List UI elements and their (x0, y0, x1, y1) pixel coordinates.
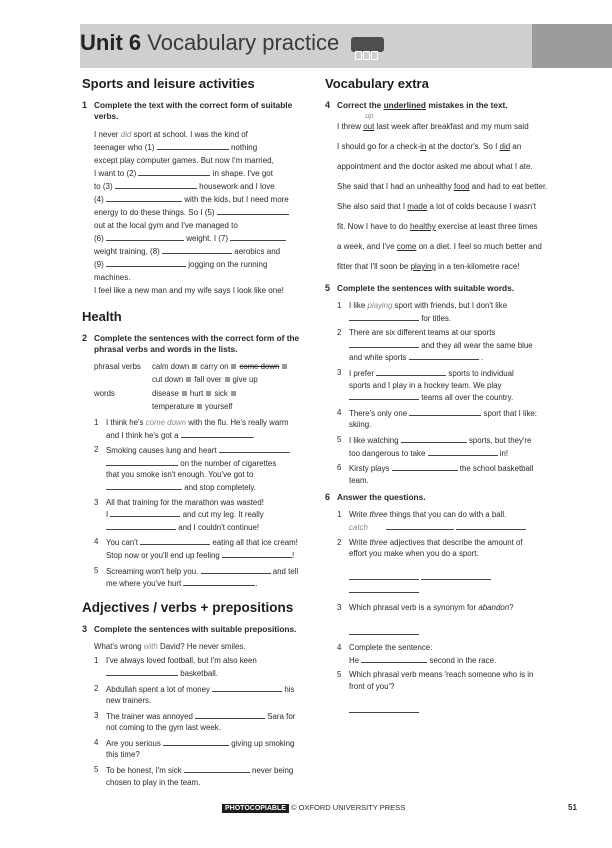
exercise-item: 5 I like watching sports, but they're too dangerous to take in! (337, 434, 532, 458)
exercise-item: 4 Complete the sentence: He second in the race. (337, 643, 497, 665)
photocopiable-label: PHOTOCOPIABLE (222, 804, 289, 813)
answer-blank[interactable] (409, 351, 479, 360)
answer-blank[interactable] (349, 391, 419, 400)
page-number: 51 (568, 803, 577, 812)
exercise-1-text: I never did sport at school. I was the kind of teenager who (1) nothing except play computer games. But now I'm married, I want to (2) in shape. I've got to (3) housework and I love (4) with the kids, but I need more energy to do these things. So I (5) out at the local gym and I've managed to (6) weight. I (7) weight training, (8) aerobics and (9) jogging on the running machines. I feel like a new man and my wife says I look like one! (94, 130, 289, 295)
used-example-word: come down (239, 362, 280, 371)
exercise-4-instruction: 4 Correct the underlined mistakes in the text. (325, 100, 508, 110)
underlined-mistake[interactable]: playing (410, 262, 436, 271)
left-column (82, 76, 306, 791)
section-heading-sports: Sports and leisure activities (82, 76, 255, 91)
publisher-credit: © OXFORD UNIVERSITY PRESS (291, 803, 406, 812)
answer-blank[interactable] (201, 565, 271, 574)
exercise-2-instruction: 2 Complete the sentences with the correct form of the phrasal verbs and words in the lists. (82, 333, 300, 354)
answer-blank[interactable] (386, 521, 454, 530)
answer-blank[interactable] (217, 206, 289, 215)
underlined-mistake[interactable]: made (407, 202, 428, 211)
answer-blank[interactable] (361, 654, 427, 663)
underlined-mistake[interactable]: healthy (409, 222, 436, 231)
exercise-item: 1 Write three things that you can do with a ball. catch (325, 509, 549, 533)
answer-blank[interactable] (138, 167, 210, 176)
example-correction: up (365, 111, 374, 120)
answer-blank[interactable] (409, 407, 481, 416)
answer-blank[interactable] (106, 457, 178, 466)
unit-title: Vocabulary practice (147, 30, 340, 55)
answer-blank[interactable] (106, 667, 178, 676)
answer-blank[interactable] (106, 258, 186, 267)
exercise-item: 3 I prefer sports to individual sports and I play in a hockey team. We play teams all over the country. (337, 367, 514, 403)
answer-blank[interactable] (222, 549, 292, 558)
page-title (80, 30, 384, 56)
exercise-example: What's wrong with David? He never smiles. (94, 641, 246, 651)
answer-blank[interactable] (106, 193, 182, 202)
answer-blank[interactable] (106, 232, 184, 241)
underlined-mistake[interactable]: did (499, 142, 511, 151)
answer-blank[interactable] (157, 141, 229, 150)
exercise-item: 5 To be honest, I'm sick never being chosen to play in the team. (94, 765, 294, 787)
answer-blank[interactable] (428, 447, 498, 456)
exercise-item: 2 Abdullah spent a lot of money his new trainers. (94, 683, 295, 706)
answer-blank[interactable] (376, 367, 446, 376)
level-badge-icon (351, 37, 384, 52)
exercise-item: 2 Smoking causes lung and heart . on the number of cigarettes that you smoke isn't enough. You've got to and stop completely. (94, 445, 291, 492)
answer-blank[interactable] (163, 737, 229, 746)
exercise-5-instruction: 5 Complete the sentences with suitable words. (325, 283, 515, 293)
underlined-mistake[interactable]: in (420, 142, 427, 151)
answer-blank[interactable] (349, 704, 419, 713)
answer-blank[interactable] (106, 521, 176, 530)
answer-blank[interactable] (106, 481, 182, 490)
word-box: phrasal verbs calm down carry on come down cut down fall over give up words disease hurt sick temperature yourself (82, 361, 306, 413)
section-heading-adjectives: Adjectives / verbs + prepositions (82, 599, 294, 615)
exercise-item: 5 Screaming won't help you. and tell me where you've hurt . (94, 565, 299, 589)
exercise-1-instruction: 1 Complete the text with the correct form of suitable verbs. (82, 100, 293, 121)
underlined-mistake[interactable]: out (363, 122, 375, 131)
exercise-item: 4 Are you serious giving up smoking this time? (94, 737, 295, 760)
answer-blank[interactable] (392, 462, 458, 471)
exercise-6-instruction: 6 Answer the questions. (325, 492, 426, 503)
answer-blank[interactable] (110, 508, 180, 517)
answer-blank[interactable] (349, 584, 419, 593)
exercise-item: 1 I like playing sport with friends, but I don't like for titles. (337, 301, 508, 323)
answer-blank[interactable] (219, 444, 289, 453)
answer-blank[interactable] (349, 571, 419, 580)
answer-blank[interactable] (421, 571, 491, 580)
exercise-item: 2 There are six different teams at our sports and they all wear the same blue and white sports . (337, 328, 533, 363)
section-heading-vocab-extra: Vocabulary extra (325, 76, 429, 91)
exercise-item: 2 Write three adjectives that describe the amount of effort you make when you do a sport. (325, 537, 549, 597)
exercise-item: 3 Which phrasal verb is a synonym for abandon? (325, 602, 549, 638)
answer-blank[interactable] (349, 626, 419, 635)
answer-blank[interactable] (349, 312, 419, 321)
unit-number: Unit 6 (80, 30, 142, 55)
header-corner-block (532, 24, 612, 68)
answer-blank[interactable] (230, 232, 286, 241)
answer-blank[interactable] (181, 429, 253, 438)
exercise-item: 1 I've always loved football, but I'm also keen basketball. (94, 656, 257, 678)
exercise-item: 3 The trainer was annoyed Sara for not coming to the gym last week. (94, 710, 296, 733)
answer-blank[interactable] (115, 180, 197, 189)
answer-blank[interactable] (184, 764, 250, 773)
exercise-item: 3 All that training for the marathon was wasted! I and cut my leg. It really and I couldn't continue! (94, 497, 264, 532)
exercise-item: 4 There's only one sport that I like: skiing. (337, 407, 538, 430)
answer-blank[interactable] (212, 683, 282, 692)
answer-blank[interactable] (401, 434, 467, 443)
right-column (325, 76, 549, 720)
exercise-4-text: I threw up out last week after breakfast and my mum said I should go for a check-in at the doctor's. So I did an appointment and the doctor asked me about what I ate. She said that I had an unhealthy food and had to eat better. She also said that I made a lot of colds because I wasn't fit. Now I have to do healthy exercise at least three times a week, and I've come on a diet. I feel so much better and fitter that I'll soon be playing in a ten-kilometre race! (337, 111, 548, 271)
underlined-mistake[interactable]: come (396, 242, 417, 251)
exercise-item: 6 Kirsty plays the school basketball team. (337, 463, 534, 485)
answer-blank[interactable] (195, 710, 265, 719)
exercise-item: 4 You can't eating all that ice cream! Stop now or you'll end up feeling ! (94, 537, 298, 560)
exercise-item: 5 Which phrasal verb means 'reach someone who is in front of you'? (325, 669, 549, 716)
answer-blank[interactable] (183, 577, 255, 586)
exercise-3-instruction: 3 Complete the sentences with suitable prepositions. (82, 623, 297, 634)
answer-blank[interactable] (140, 536, 210, 545)
answer-blank[interactable] (456, 521, 526, 530)
exercise-item: 1 I think he's come down with the flu. He's really warm and I think he's got a . (94, 418, 289, 440)
underlined-mistake[interactable]: food (453, 182, 470, 191)
answer-blank[interactable] (162, 245, 232, 254)
section-heading-health: Health (82, 309, 122, 324)
answer-blank[interactable] (349, 339, 419, 348)
example-answer: did (120, 130, 132, 139)
